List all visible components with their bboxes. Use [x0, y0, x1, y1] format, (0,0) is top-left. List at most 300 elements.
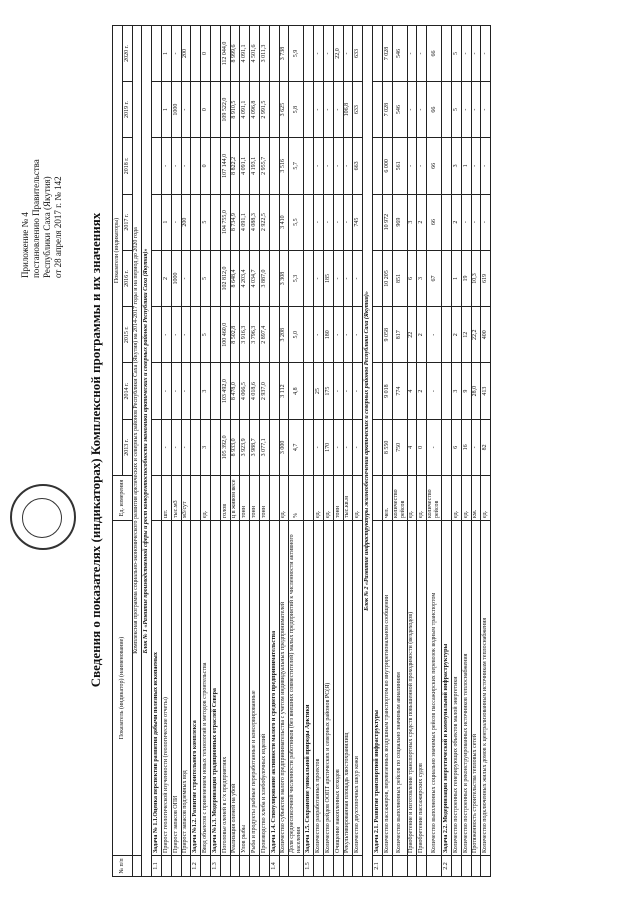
table-row	[250, 26, 260, 877]
value-cell: -	[461, 81, 471, 137]
value-cell: 4 096,8	[250, 81, 260, 137]
table-row	[132, 26, 142, 877]
value-cell: -	[171, 194, 181, 250]
value-cell: -	[333, 363, 343, 419]
value-cell: 3	[407, 194, 417, 250]
value-cell: -	[471, 419, 481, 475]
table-row	[442, 26, 452, 877]
value-cell: 200	[181, 26, 191, 82]
unit-cell	[191, 476, 201, 521]
value-cell: 12	[461, 307, 471, 363]
value-cell: -	[171, 363, 181, 419]
value-cell: -	[323, 81, 333, 137]
value-cell: -	[407, 138, 417, 194]
value-cell: 3 916,3	[240, 307, 250, 363]
value-cell: 817	[392, 307, 407, 363]
value-cell	[191, 363, 201, 419]
value-cell: -	[471, 26, 481, 82]
row-number	[343, 856, 353, 877]
indicator-name: Улов рыбы	[240, 521, 250, 856]
value-cell	[152, 363, 162, 419]
value-cell: 546	[392, 26, 407, 82]
table-row	[161, 26, 171, 877]
value-cell: -	[161, 363, 171, 419]
row-number: 1.2	[191, 856, 201, 877]
header-year: 2013 г.	[122, 419, 132, 475]
header-num: № п/п	[113, 856, 133, 877]
indicator-name: Количество разработанных проектов	[314, 521, 324, 856]
value-cell: 8 822,2	[230, 138, 240, 194]
unit-cell: км.	[471, 476, 481, 521]
value-cell: 4,8	[289, 363, 304, 419]
annex-line: от 28 апреля 2017 г. № 142	[53, 176, 63, 278]
value-cell: -	[353, 250, 363, 306]
value-cell: -	[417, 81, 427, 137]
unit-cell: шт.	[161, 476, 171, 521]
value-cell: 619	[481, 250, 491, 306]
indicator-name: Приобретение пассажирских судов	[417, 521, 427, 856]
value-cell	[269, 419, 279, 475]
value-cell: -	[461, 26, 471, 82]
indicator-name: Задача 2.2. Модернизация энергетической и коммунальной инфраструктуры	[442, 521, 452, 856]
value-cell: 0	[417, 419, 427, 475]
header-unit: Ед. измерения	[113, 476, 133, 521]
header-year: 2019 г.	[122, 81, 132, 137]
value-cell: -	[314, 194, 324, 250]
unit-cell: чел.	[382, 476, 392, 521]
indicator-name: Количество подключенных жилых домов к централизованным источникам теплоснабжения	[481, 521, 491, 856]
table-row	[201, 26, 211, 877]
row-number	[161, 856, 171, 877]
value-cell: -	[417, 26, 427, 82]
indicator-name: Задача 1.4. Стимулирование активности малого и среднего предпринимательства	[269, 521, 279, 856]
indicator-name: Протяженность строительства тепловых сетей	[471, 521, 481, 856]
indicator-name: Очищение накопленных отходов	[333, 521, 343, 856]
value-cell: -	[314, 26, 324, 82]
value-cell: 66	[427, 138, 442, 194]
value-cell: 1	[161, 81, 171, 137]
unit-cell: %	[289, 476, 304, 521]
value-cell: 105 392,0	[220, 419, 230, 475]
value-cell: -	[407, 26, 417, 82]
value-cell	[442, 363, 452, 419]
table-row	[269, 26, 279, 877]
value-cell: -	[161, 138, 171, 194]
row-number	[279, 856, 289, 877]
unit-cell: ц в живом весе	[230, 476, 240, 521]
value-cell: 104 755,0	[220, 194, 230, 250]
value-cell: 4 018,6	[250, 363, 260, 419]
page-title: Сведения о показателях (индикаторах) Комплексной программы и их значениях	[88, 212, 103, 688]
row-number	[392, 856, 407, 877]
value-cell	[210, 81, 220, 137]
value-cell: 663	[353, 138, 363, 194]
table-row	[314, 26, 324, 877]
value-cell: 19	[461, 250, 471, 306]
unit-cell: м3/сут	[181, 476, 191, 521]
header-year: 2020 г.	[122, 26, 132, 82]
table-row	[210, 26, 220, 877]
value-cell	[372, 194, 382, 250]
value-cell: 2 922,5	[259, 194, 269, 250]
value-cell	[269, 250, 279, 306]
value-cell	[304, 250, 314, 306]
value-cell	[210, 250, 220, 306]
value-cell: 0	[201, 26, 211, 82]
value-cell: -	[323, 138, 333, 194]
value-cell: 3	[451, 363, 461, 419]
row-number: 2.1	[372, 856, 382, 877]
value-cell: 25	[314, 363, 324, 419]
table-row	[333, 26, 343, 877]
value-cell: 3 738	[279, 26, 289, 82]
value-cell: 7 028	[382, 26, 392, 82]
row-number	[451, 856, 461, 877]
indicator-name: Задача 2.1. Развитие транспортной инфраструктуры	[372, 521, 382, 856]
table-row	[353, 26, 363, 877]
value-cell: 3 516	[279, 138, 289, 194]
row-number: 1.1	[152, 856, 162, 877]
value-cell: 1000	[171, 250, 181, 306]
unit-cell: ед.	[314, 476, 324, 521]
row-number: 2.2	[442, 856, 452, 877]
value-cell: 1000	[171, 81, 181, 137]
value-cell: 3 077,1	[259, 419, 269, 475]
value-cell: 5,5	[289, 194, 304, 250]
row-number	[289, 856, 304, 877]
value-cell: -	[427, 307, 442, 363]
unit-cell: тонн	[250, 476, 260, 521]
value-cell	[210, 419, 220, 475]
value-cell: 546	[392, 81, 407, 137]
value-cell: 4 193,1	[250, 138, 260, 194]
value-cell: 2	[161, 250, 171, 306]
value-cell: 4 091,1	[240, 26, 250, 82]
value-cell: -	[333, 81, 343, 137]
table-row	[471, 26, 481, 877]
indicator-name: Ввод объектов с применением новых технологий и методов строительства	[201, 521, 211, 856]
value-cell: -	[181, 250, 191, 306]
value-cell: 5	[201, 194, 211, 250]
table-row	[220, 26, 230, 877]
value-cell: 3	[451, 138, 461, 194]
row-number	[382, 856, 392, 877]
value-cell	[191, 307, 201, 363]
value-cell: 9 018	[382, 363, 392, 419]
value-cell: 1	[451, 250, 461, 306]
value-cell	[152, 194, 162, 250]
value-cell	[152, 26, 162, 82]
row-number	[132, 856, 142, 877]
indicator-name: Задача № 1.1.Оценка перспектив развития добычи полезных ископаемых	[152, 521, 162, 856]
value-cell	[372, 138, 382, 194]
table-row	[392, 26, 407, 877]
value-cell: -	[181, 363, 191, 419]
value-cell: 28,0	[471, 363, 481, 419]
value-cell: 3 988,7	[250, 419, 260, 475]
value-cell: 5,3	[289, 250, 304, 306]
value-cell: 5,8	[289, 81, 304, 137]
value-cell: -	[314, 307, 324, 363]
indicator-name: Прирост запасов подземных вод	[181, 521, 191, 856]
unit-cell: тыс.кв.м	[343, 476, 353, 521]
annex-line: Республики Саха (Якутия)	[42, 176, 52, 278]
value-cell: -	[333, 419, 343, 475]
value-cell: 185	[323, 250, 333, 306]
header-year: 2016 г.	[122, 250, 132, 306]
value-cell: 175	[323, 363, 333, 419]
value-cell: -	[481, 81, 491, 137]
value-cell: 112 044,0	[220, 26, 230, 82]
value-cell: 8 910,5	[230, 81, 240, 137]
value-cell: 6	[407, 250, 417, 306]
value-cell: -	[353, 363, 363, 419]
value-cell	[442, 419, 452, 475]
header-year: 2014 г.	[122, 363, 132, 419]
table-row	[259, 26, 269, 877]
value-cell	[191, 81, 201, 137]
row-number	[220, 856, 230, 877]
row-number	[461, 856, 471, 877]
row-number	[181, 856, 191, 877]
row-number	[427, 856, 442, 877]
row-number	[323, 856, 333, 877]
value-cell: 5,7	[289, 138, 304, 194]
value-cell: 67	[427, 250, 442, 306]
value-cell: -	[181, 81, 191, 137]
value-cell	[210, 138, 220, 194]
value-cell: 2	[417, 194, 427, 250]
row-number	[353, 856, 363, 877]
value-cell: 969	[392, 194, 407, 250]
unit-cell: ед.	[451, 476, 461, 521]
unit-cell	[372, 476, 382, 521]
value-cell: -	[323, 26, 333, 82]
indicator-name: Количество рейдов ООПТ арктических и северных районов РС(Я)	[323, 521, 333, 856]
unit-cell	[152, 476, 162, 521]
row-number: 1.4	[269, 856, 279, 877]
value-cell: 4 091,1	[240, 81, 250, 137]
value-cell	[372, 419, 382, 475]
value-cell: 2 955,7	[259, 138, 269, 194]
value-cell	[269, 81, 279, 137]
value-cell: 9	[461, 363, 471, 419]
value-cell: 3	[417, 250, 427, 306]
indicator-name: Количество выполненных рейсов по социально значимым авиалиниям	[392, 521, 407, 856]
value-cell: 400	[481, 307, 491, 363]
value-cell	[304, 138, 314, 194]
value-cell	[372, 363, 382, 419]
value-cell: -	[417, 138, 427, 194]
table-row	[372, 26, 382, 877]
value-cell: 8 933,0	[230, 419, 240, 475]
value-cell: -	[171, 419, 181, 475]
value-cell: 7 028	[382, 81, 392, 137]
value-cell	[191, 194, 201, 250]
indicator-name: Комплексная программа социально-экономического развития арктических и северных районов Республики Саха (Якутия) на 2014-2017 годы и на период до 2020 года	[132, 26, 142, 856]
value-cell: -	[481, 138, 491, 194]
unit-cell	[304, 476, 314, 521]
value-cell: 8 999,6	[230, 26, 240, 82]
value-cell: 109 522,0	[220, 81, 230, 137]
indicator-name: Задача №1.3. Модернизация традиционных отраслей Севера	[210, 521, 220, 856]
value-cell	[210, 194, 220, 250]
indicator-name: Прирост геологической изученности (геологические отчеты)	[161, 521, 171, 856]
value-cell	[269, 194, 279, 250]
value-cell: -	[343, 419, 353, 475]
value-cell: -	[343, 250, 353, 306]
value-cell: -	[343, 194, 353, 250]
row-number: 1.5	[304, 856, 314, 877]
value-cell	[442, 138, 452, 194]
value-cell: 5	[451, 26, 461, 82]
value-cell	[442, 194, 452, 250]
indicator-name: Приобретение и изготовление транспортных средств повышенной проходимости (вездеходов)	[407, 521, 417, 856]
value-cell: 4 066,5	[240, 363, 250, 419]
unit-cell: количество рейсов	[392, 476, 407, 521]
table-row	[481, 26, 491, 877]
table-row	[289, 26, 304, 877]
official-seal	[10, 484, 76, 550]
value-cell: -	[314, 419, 324, 475]
value-cell: 16	[461, 419, 471, 475]
indicator-name: Доля среднесписочной численности работников (без внешних совместителей) малых предприятий к численности активного населения	[289, 521, 304, 856]
value-cell: -	[171, 26, 181, 82]
value-cell: 22,0	[333, 26, 343, 82]
row-number	[240, 856, 250, 877]
value-cell: 8 502,8	[230, 307, 240, 363]
value-cell: -	[333, 138, 343, 194]
table-row	[323, 26, 333, 877]
value-cell: 8 734,9	[230, 194, 240, 250]
value-cell	[269, 307, 279, 363]
indicator-name: Количество построенных генерирующих объектов малой энергетики	[451, 521, 461, 856]
value-cell: 6 000	[382, 138, 392, 194]
value-cell: 851	[392, 250, 407, 306]
value-cell: 2	[417, 363, 427, 419]
indicator-name: Производство хлеба и хлебобулочных изделий	[259, 521, 269, 856]
indicator-name: Задача №1.2. Развитие строительного комплекса	[191, 521, 201, 856]
value-cell: 1	[161, 194, 171, 250]
value-cell: 0	[201, 138, 211, 194]
value-cell: 4 034,7	[250, 250, 260, 306]
unit-cell: ед.	[323, 476, 333, 521]
value-cell: 66	[427, 194, 442, 250]
value-cell	[304, 194, 314, 250]
value-cell	[191, 138, 201, 194]
table-row	[279, 26, 289, 877]
row-number: 1.3	[210, 856, 220, 877]
value-cell: 3 208	[279, 307, 289, 363]
value-cell: 10 205	[382, 250, 392, 306]
value-cell: 1	[461, 138, 471, 194]
value-cell	[372, 81, 382, 137]
value-cell: -	[314, 138, 324, 194]
table-row	[407, 26, 417, 877]
value-cell: 3	[201, 363, 211, 419]
row-number	[230, 856, 240, 877]
value-cell: -	[181, 307, 191, 363]
value-cell	[191, 26, 201, 82]
unit-cell: ед.	[481, 476, 491, 521]
unit-cell: ед.	[407, 476, 417, 521]
value-cell: 22	[407, 307, 417, 363]
indicators-table	[112, 25, 491, 877]
value-cell: 3 410	[279, 194, 289, 250]
value-cell	[442, 250, 452, 306]
value-cell	[442, 81, 452, 137]
row-number	[259, 856, 269, 877]
indicator-name: Количество построенных и реконструированных источников теплоснабжения	[461, 521, 471, 856]
value-cell: 3 796,3	[250, 307, 260, 363]
value-cell: 8 550	[382, 419, 392, 475]
indicator-name: Рыба и продукты рыбные переработанные и консервированные	[250, 521, 260, 856]
table-row	[181, 26, 191, 877]
value-cell: 2	[451, 194, 461, 250]
value-cell: 2 937,0	[259, 363, 269, 419]
value-cell: -	[161, 307, 171, 363]
value-cell: 3 887,0	[259, 250, 269, 306]
value-cell: 5,9	[289, 26, 304, 82]
value-cell: 4 088,3	[250, 194, 260, 250]
annex-line: постановлению Правительства	[31, 159, 41, 278]
value-cell: 3 625	[279, 81, 289, 137]
value-cell: 3 000	[279, 419, 289, 475]
value-cell	[269, 363, 279, 419]
row-number	[201, 856, 211, 877]
value-cell	[269, 138, 279, 194]
value-cell: 66	[427, 26, 442, 82]
value-cell: 2	[417, 307, 427, 363]
value-cell: -	[407, 81, 417, 137]
value-cell: 633	[353, 26, 363, 82]
table-row	[451, 26, 461, 877]
value-cell: 103 492,0	[220, 363, 230, 419]
value-cell: -	[471, 81, 481, 137]
value-cell: 3 923,9	[240, 419, 250, 475]
value-cell: 200	[181, 194, 191, 250]
unit-cell: ед.	[417, 476, 427, 521]
value-cell: -	[471, 138, 481, 194]
unit-cell	[442, 476, 452, 521]
value-cell	[442, 307, 452, 363]
value-cell	[372, 307, 382, 363]
value-cell: -	[353, 307, 363, 363]
unit-cell: тонн	[259, 476, 269, 521]
value-cell	[304, 363, 314, 419]
value-cell: 170	[323, 419, 333, 475]
value-cell: 5	[201, 250, 211, 306]
row-number	[250, 856, 260, 877]
value-cell: -	[481, 26, 491, 82]
value-cell: 4	[407, 363, 417, 419]
table-row	[417, 26, 427, 877]
value-cell	[152, 138, 162, 194]
indicator-name: Поголовье оленей в с/х предприятиях	[220, 521, 230, 856]
value-cell: -	[353, 419, 363, 475]
unit-cell	[269, 476, 279, 521]
value-cell: -	[181, 138, 191, 194]
unit-cell: ед.	[201, 476, 211, 521]
value-cell: 745	[353, 194, 363, 250]
value-cell	[442, 26, 452, 82]
value-cell: 8 478,0	[230, 363, 240, 419]
value-cell	[152, 419, 162, 475]
value-cell: 8 648,4	[230, 250, 240, 306]
value-cell: -	[343, 138, 353, 194]
value-cell: 10 972	[382, 194, 392, 250]
table-row	[427, 26, 442, 877]
